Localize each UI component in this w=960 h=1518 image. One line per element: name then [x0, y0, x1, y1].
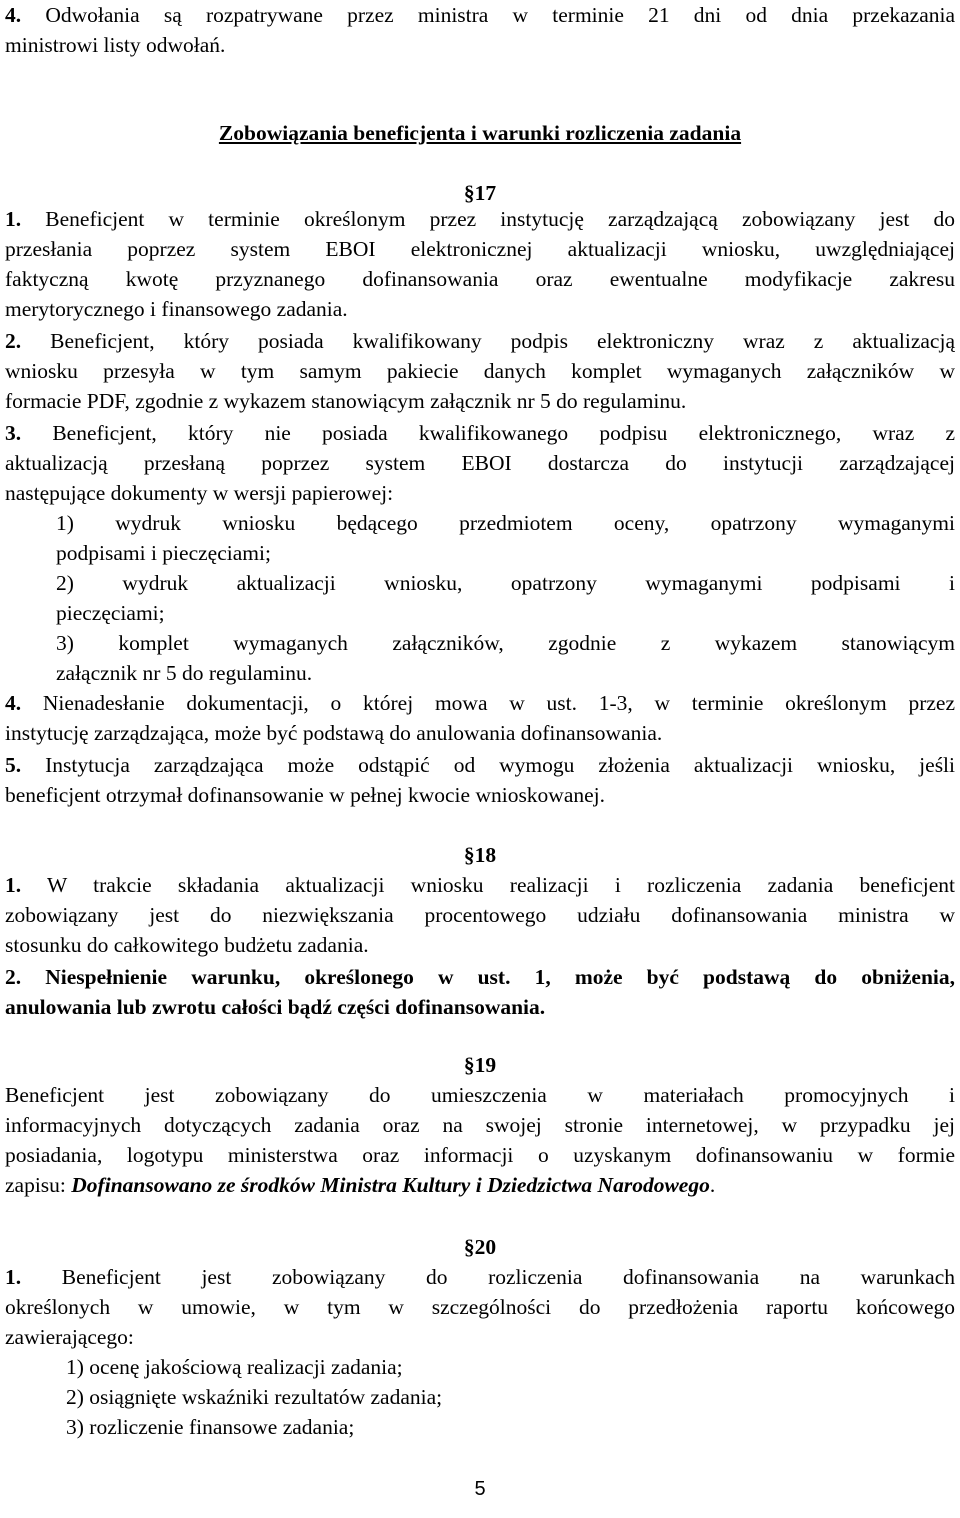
- text-line: [5, 688, 955, 718]
- text-line: formacie PDF, zgodnie z wykazem stanowiącym załącznik nr 5 do regulaminu.: [5, 389, 687, 413]
- page-number: 5: [474, 1478, 486, 1500]
- para-number: 4.: [5, 3, 22, 27]
- text-span: zapisu:: [5, 1173, 72, 1197]
- paragraph-symbol-17: §17: [463, 181, 497, 205]
- text-line: faktyczną kwotę przyznanego dofinansowania oraz ewentualne modyfikacje zakresu: [5, 267, 955, 291]
- list-item: 1) wydruk wniosku będącego przedmiotem oceny, opatrzony wymaganymi: [56, 511, 955, 535]
- paragraph-symbol-20: §20: [463, 1235, 497, 1259]
- list-item: 1) ocenę jakościową realizacji zadania;: [66, 1355, 403, 1379]
- para-text: Odwołania są rozpatrywane przez ministra w terminie 21 dni od dnia przekazania: [45, 3, 955, 27]
- list-item-cont: podpisami i pieczęciami;: [56, 541, 271, 565]
- list-item: 3) komplet wymaganych załączników, zgodnie z wykazem stanowiącym: [56, 631, 955, 655]
- para-text: Nienadesłanie dokumentacji, o której mowa w ust. 1-3, w terminie określonym przez: [42, 691, 955, 715]
- para-number: 1.: [5, 207, 22, 231]
- text-line: stosunku do całkowitego budżetu zadania.: [5, 933, 369, 957]
- list-item-cont: pieczęciami;: [56, 601, 165, 625]
- text-line: [5, 418, 955, 448]
- text-line-bold: 2. Niespełnienie warunku, określonego w ust. 1, może być podstawą do obniżenia,: [5, 965, 955, 989]
- text-line: przesłania poprzez system EBOI elektronicznej aktualizacji wniosku, uwzględniającej: [5, 237, 955, 261]
- list-item: 2) osiągnięte wskaźniki rezultatów zadania;: [66, 1385, 443, 1409]
- para-text: Beneficjent, który nie posiada kwalifikowanego podpisu elektronicznego, wraz z: [52, 421, 955, 445]
- text-line: [5, 326, 955, 356]
- para-number: 4.: [5, 691, 22, 715]
- text-line: Beneficjent jest zobowiązany do umieszczenia w materiałach promocyjnych i: [5, 1083, 955, 1107]
- para-number: 5.: [5, 753, 22, 777]
- paragraph-symbol-19: §19: [463, 1053, 497, 1077]
- text-span: .: [709, 1173, 716, 1197]
- text-line: posiadania, logotypu ministerstwa oraz informacji o uzyskanym dofinansowaniu w formie: [5, 1143, 955, 1167]
- list-item: 2) wydruk aktualizacji wniosku, opatrzony wymaganymi podpisami i: [56, 571, 955, 595]
- text-line: [5, 1170, 955, 1200]
- para-text: Instytucja zarządzająca może odstąpić od wymogu złożenia aktualizacji wniosku, jeśli: [45, 753, 955, 777]
- para-text: W trakcie składania aktualizacji wniosku realizacji i rozliczenia zadania beneficjent: [47, 873, 955, 897]
- text-line: merytorycznego i finansowego zadania.: [5, 297, 348, 321]
- text-line: określonych w umowie, w tym w szczególności do przedłożenia raportu końcowego: [5, 1295, 955, 1319]
- text-line: instytucję zarządzająca, może być podstawą do anulowania dofinansowania.: [5, 721, 663, 745]
- text-line: zobowiązany jest do niezwiększania procentowego udziału dofinansowania ministra w: [5, 903, 955, 927]
- emphasis-text: Dofinansowano ze środków Ministra Kultury i Dziedzictwa Narodowego: [71, 1173, 710, 1197]
- text-line: [5, 1262, 955, 1292]
- para-number: 1.: [5, 1265, 22, 1289]
- text-line-bold: anulowania lub zwrotu całości bądź części dofinansowania.: [5, 995, 546, 1019]
- text-line: następujące dokumenty w wersji papierowej:: [5, 481, 394, 505]
- text-line: [5, 204, 955, 234]
- para-number: 1.: [5, 873, 22, 897]
- text-line: ministrowi listy odwołań.: [5, 33, 226, 57]
- para-text: Beneficjent w terminie określonym przez instytucję zarządzającą zobowiązany jest do: [45, 207, 955, 231]
- section-heading: Zobowiązania beneficjenta i warunki rozliczenia zadania: [218, 121, 742, 145]
- text-line: informacyjnych dotyczących zadania oraz na swojej stronie internetowej, w przypadku jej: [5, 1113, 955, 1137]
- para-text: Beneficjent, który posiada kwalifikowany podpis elektroniczny wraz z aktualizacją: [50, 329, 955, 353]
- text-line: [5, 0, 955, 30]
- list-item-cont: załącznik nr 5 do regulaminu.: [56, 661, 313, 685]
- text-line: beneficjent otrzymał dofinansowanie w pełnej kwocie wnioskowanej.: [5, 783, 606, 807]
- para-number: 3.: [5, 421, 22, 445]
- text-line: wniosku przesyła w tym samym pakiecie danych komplet wymaganych załączników w: [5, 359, 955, 383]
- text-line: aktualizacją przesłaną poprzez system EBOI dostarcza do instytucji zarządzającej: [5, 451, 955, 475]
- paragraph-symbol-18: §18: [463, 843, 497, 867]
- text-line: [5, 870, 955, 900]
- text-line: zawierającego:: [5, 1325, 134, 1349]
- text-line: [5, 750, 955, 780]
- list-item: 3) rozliczenie finansowe zadania;: [66, 1415, 355, 1439]
- para-text: Beneficjent jest zobowiązany do rozliczenia dofinansowania na warunkach: [61, 1265, 955, 1289]
- para-number: 2.: [5, 329, 22, 353]
